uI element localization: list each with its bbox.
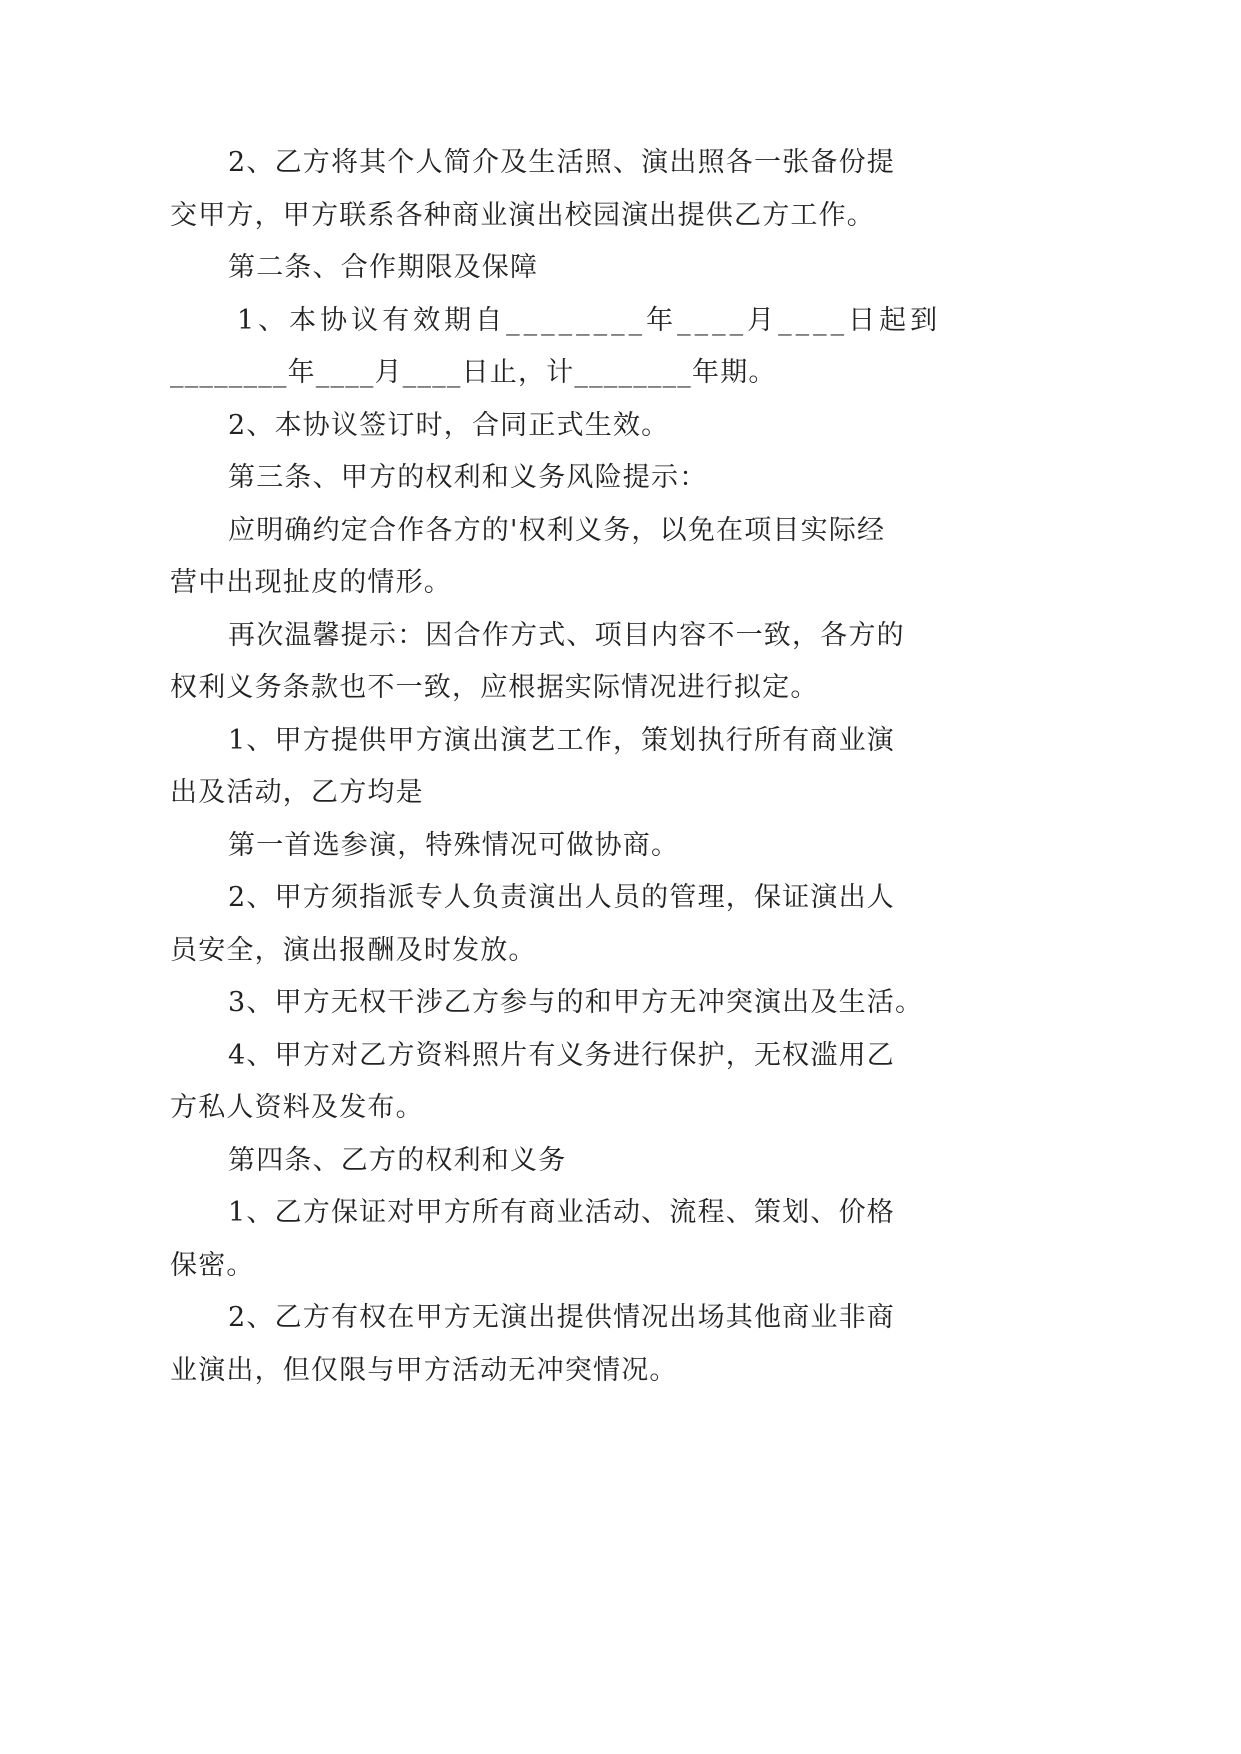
text-line: 1、本协议有效期自________年____月____日起到: [237, 304, 942, 336]
text-line: 方私人资料及发布。: [170, 1092, 424, 1123]
text-line: 业演出，但仅限与甲方活动无冲突情况。: [170, 1354, 678, 1386]
text-line: 第一首选参演，特殊情况可做协商。: [228, 829, 680, 861]
paragraph-term-period: [170, 295, 1241, 400]
section-heading: 第四条、乙方的权利和义务: [228, 1144, 567, 1176]
section-heading-article-3: [170, 452, 1241, 505]
text-line: 2、本协议签订时，合同正式生效。: [228, 409, 670, 441]
text-line: 保密。: [170, 1249, 255, 1281]
text-line: 权利义务条款也不一致，应根据实际情况进行拟定。: [170, 672, 819, 703]
paragraph-party-a-item-3: [170, 977, 1241, 1030]
text-line: 再次温馨提示：因合作方式、项目内容不一致，各方的: [228, 619, 905, 651]
text-line: 4、甲方对乙方资料照片有义务进行保护，无权滥用乙: [228, 1039, 895, 1071]
text-line: 员安全，演出报酬及时发放。: [170, 934, 537, 966]
text-line: 1、甲方提供甲方演出演艺工作，策划执行所有商业演: [228, 724, 895, 756]
paragraph-party-a-item-4: [170, 1030, 1241, 1135]
paragraph-risk-note: [170, 505, 1241, 610]
text-line: 交甲方，甲方联系各种商业演出校园演出提供乙方工作。: [170, 199, 875, 231]
text-line: 出及活动，乙方均是: [170, 777, 424, 808]
paragraph-reminder: [170, 610, 1241, 715]
text-line: 2、甲方须指派专人负责演出人员的管理，保证演出人: [228, 882, 895, 913]
paragraph-effective: [170, 400, 1241, 453]
section-heading: 第二条、合作期限及保障: [228, 252, 539, 283]
text-line: 2、乙方将其个人简介及生活照、演出照各一张备份提: [228, 147, 895, 178]
text-line: 2、乙方有权在甲方无演出提供情况出场其他商业非商: [228, 1302, 895, 1333]
text-line: 应明确约定合作各方的'权利义务，以免在项目实际经: [228, 514, 886, 546]
paragraph-party-a-item-1: [170, 715, 1241, 820]
text-line: 1、乙方保证对甲方所有商业活动、流程、策划、价格: [228, 1197, 895, 1228]
text-line: 营中出现扯皮的情形。: [170, 567, 452, 598]
text-line: ________年____月____日止，计________年期。: [170, 357, 777, 388]
paragraph-clause-2-materials: [170, 137, 1241, 242]
text-line: 3、甲方无权干涉乙方参与的和甲方无冲突演出及生活。: [228, 987, 924, 1018]
section-heading-article-2: [170, 242, 1241, 295]
paragraph-party-b-item-1: [170, 1187, 1241, 1292]
section-heading-article-4: [170, 1135, 1241, 1188]
paragraph-party-b-item-2: [170, 1292, 1241, 1397]
paragraph-first-choice: [170, 820, 1241, 873]
paragraph-party-a-item-2: [170, 872, 1241, 977]
section-heading: 第三条、甲方的权利和义务风险提示：: [228, 462, 708, 493]
